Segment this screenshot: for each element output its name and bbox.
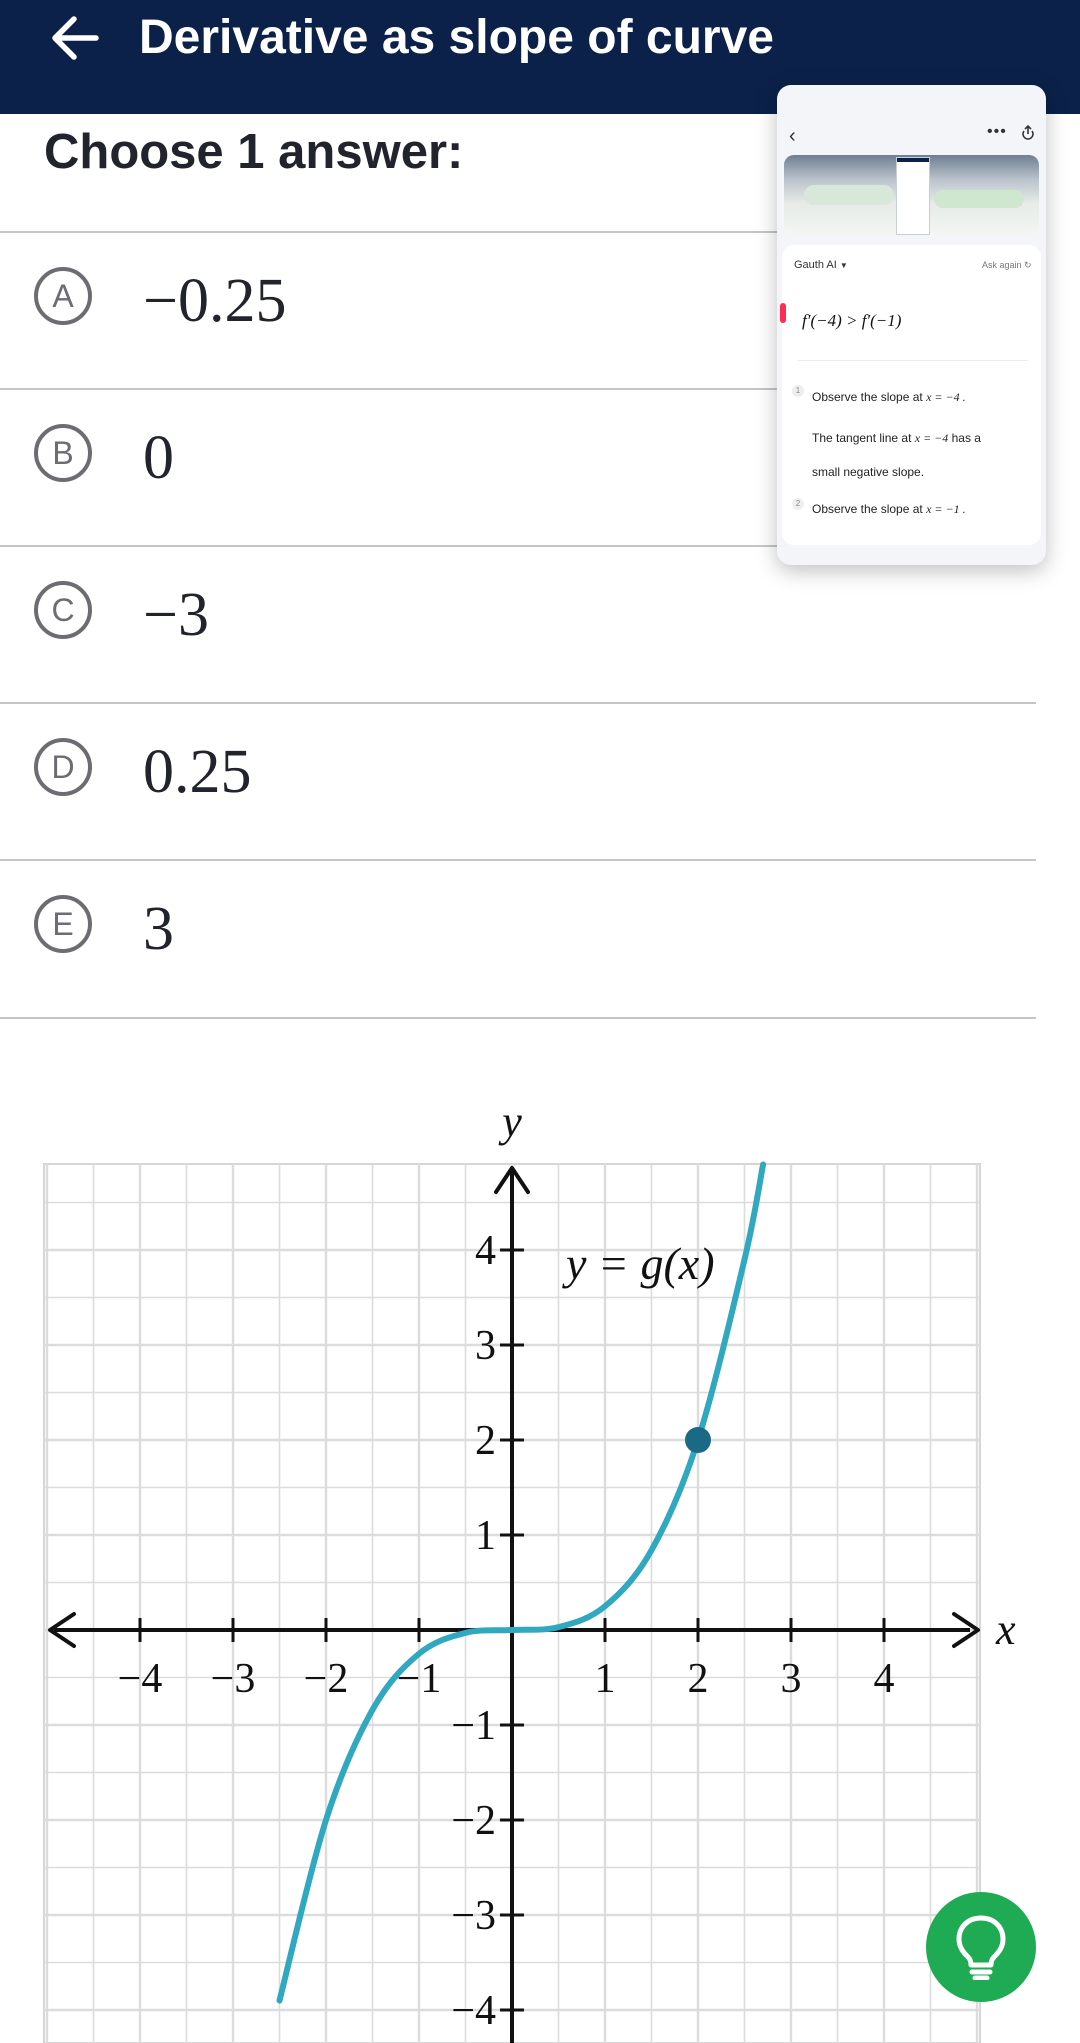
- step-sentence: The tangent line at: [812, 431, 912, 445]
- gauth-overlay-panel: [777, 85, 1046, 565]
- y-tick-label: 1: [475, 1513, 496, 1559]
- step-text: [812, 502, 966, 517]
- choice-letter: E: [34, 895, 92, 953]
- choice-prompt: Choose 1 answer:: [44, 125, 464, 179]
- choice-letter: D: [34, 738, 92, 796]
- choice-letter: B: [34, 424, 92, 482]
- page-title: Derivative as slope of curve: [139, 11, 774, 64]
- step-number: 1: [792, 385, 804, 397]
- gauth-model-selector[interactable]: [794, 259, 848, 271]
- answer-card: [782, 245, 1041, 545]
- overlay-back-icon[interactable]: ‹: [789, 125, 796, 147]
- step-math: x = −4: [914, 431, 949, 445]
- choice-value: −3: [143, 581, 209, 649]
- card-divider: [798, 360, 1028, 361]
- hint-button[interactable]: [926, 1892, 1036, 2002]
- step-text: [812, 465, 924, 479]
- answer-math: f′(−4) > f′(−1): [802, 311, 902, 330]
- x-tick-label: 4: [873, 1656, 895, 1702]
- step-number: 2: [792, 498, 804, 510]
- step-text: [812, 390, 966, 405]
- step-sentence-tail: has a: [951, 431, 981, 445]
- x-tick-label: −1: [396, 1656, 442, 1702]
- x-tick-label: −2: [303, 1656, 349, 1702]
- y-tick-label: 2: [475, 1418, 496, 1464]
- choice-letter: C: [34, 581, 92, 639]
- screenshot-thumbnail[interactable]: [784, 155, 1039, 235]
- refresh-icon: ↻: [1024, 260, 1032, 270]
- choices-divider: [0, 1017, 1036, 1019]
- x-tick-label: −4: [117, 1656, 163, 1702]
- choice-c[interactable]: [0, 545, 1036, 703]
- choice-value: 0.25: [143, 738, 252, 806]
- y-tick-label: −4: [451, 1988, 496, 2034]
- y-axis-label: y: [502, 1097, 522, 1146]
- back-button[interactable]: [40, 0, 110, 76]
- arrow-left-icon: [50, 15, 100, 61]
- dropdown-caret-icon: ▼: [839, 261, 848, 270]
- step-sentence: Observe the slope at: [812, 502, 923, 516]
- lightbulb-icon: [953, 1914, 1009, 1980]
- highlighted-point: [685, 1427, 711, 1453]
- overlay-toolbar: [777, 85, 1046, 155]
- graph: [0, 1080, 1080, 2043]
- y-tick-label: −2: [451, 1798, 496, 1844]
- answer-marker: [780, 303, 786, 323]
- x-tick-label: 3: [780, 1656, 802, 1702]
- step-text: [812, 431, 981, 446]
- choice-value: 0: [143, 424, 174, 492]
- step-sentence: small negative slope.: [812, 465, 925, 479]
- y-tick-label: 3: [475, 1323, 496, 1369]
- choice-letter: A: [34, 267, 92, 325]
- y-tick-label: −3: [451, 1893, 496, 1939]
- step-sentence: Observe the slope at: [812, 390, 923, 404]
- y-tick-label: −1: [451, 1703, 496, 1749]
- choice-value: 3: [143, 895, 174, 963]
- ask-again-label: Ask again: [982, 260, 1022, 270]
- x-tick-label: 2: [687, 1656, 709, 1702]
- share-icon[interactable]: [1021, 125, 1035, 146]
- ask-again-button[interactable]: [982, 260, 1032, 271]
- choice-d[interactable]: [0, 702, 1036, 860]
- step-math: x = −1 .: [926, 502, 966, 516]
- curve-label: y = g(x): [566, 1238, 715, 1289]
- x-tick-label: −3: [210, 1656, 256, 1702]
- step-math: x = −4 .: [926, 390, 966, 404]
- choice-value: −0.25: [143, 267, 287, 335]
- y-tick-label: 4: [475, 1228, 496, 1274]
- more-options-icon[interactable]: •••: [987, 123, 1007, 140]
- choice-e[interactable]: [0, 859, 1036, 1017]
- x-tick-label: 1: [594, 1656, 616, 1702]
- gauth-label: Gauth AI: [794, 259, 837, 271]
- x-axis-label: x: [996, 1605, 1016, 1654]
